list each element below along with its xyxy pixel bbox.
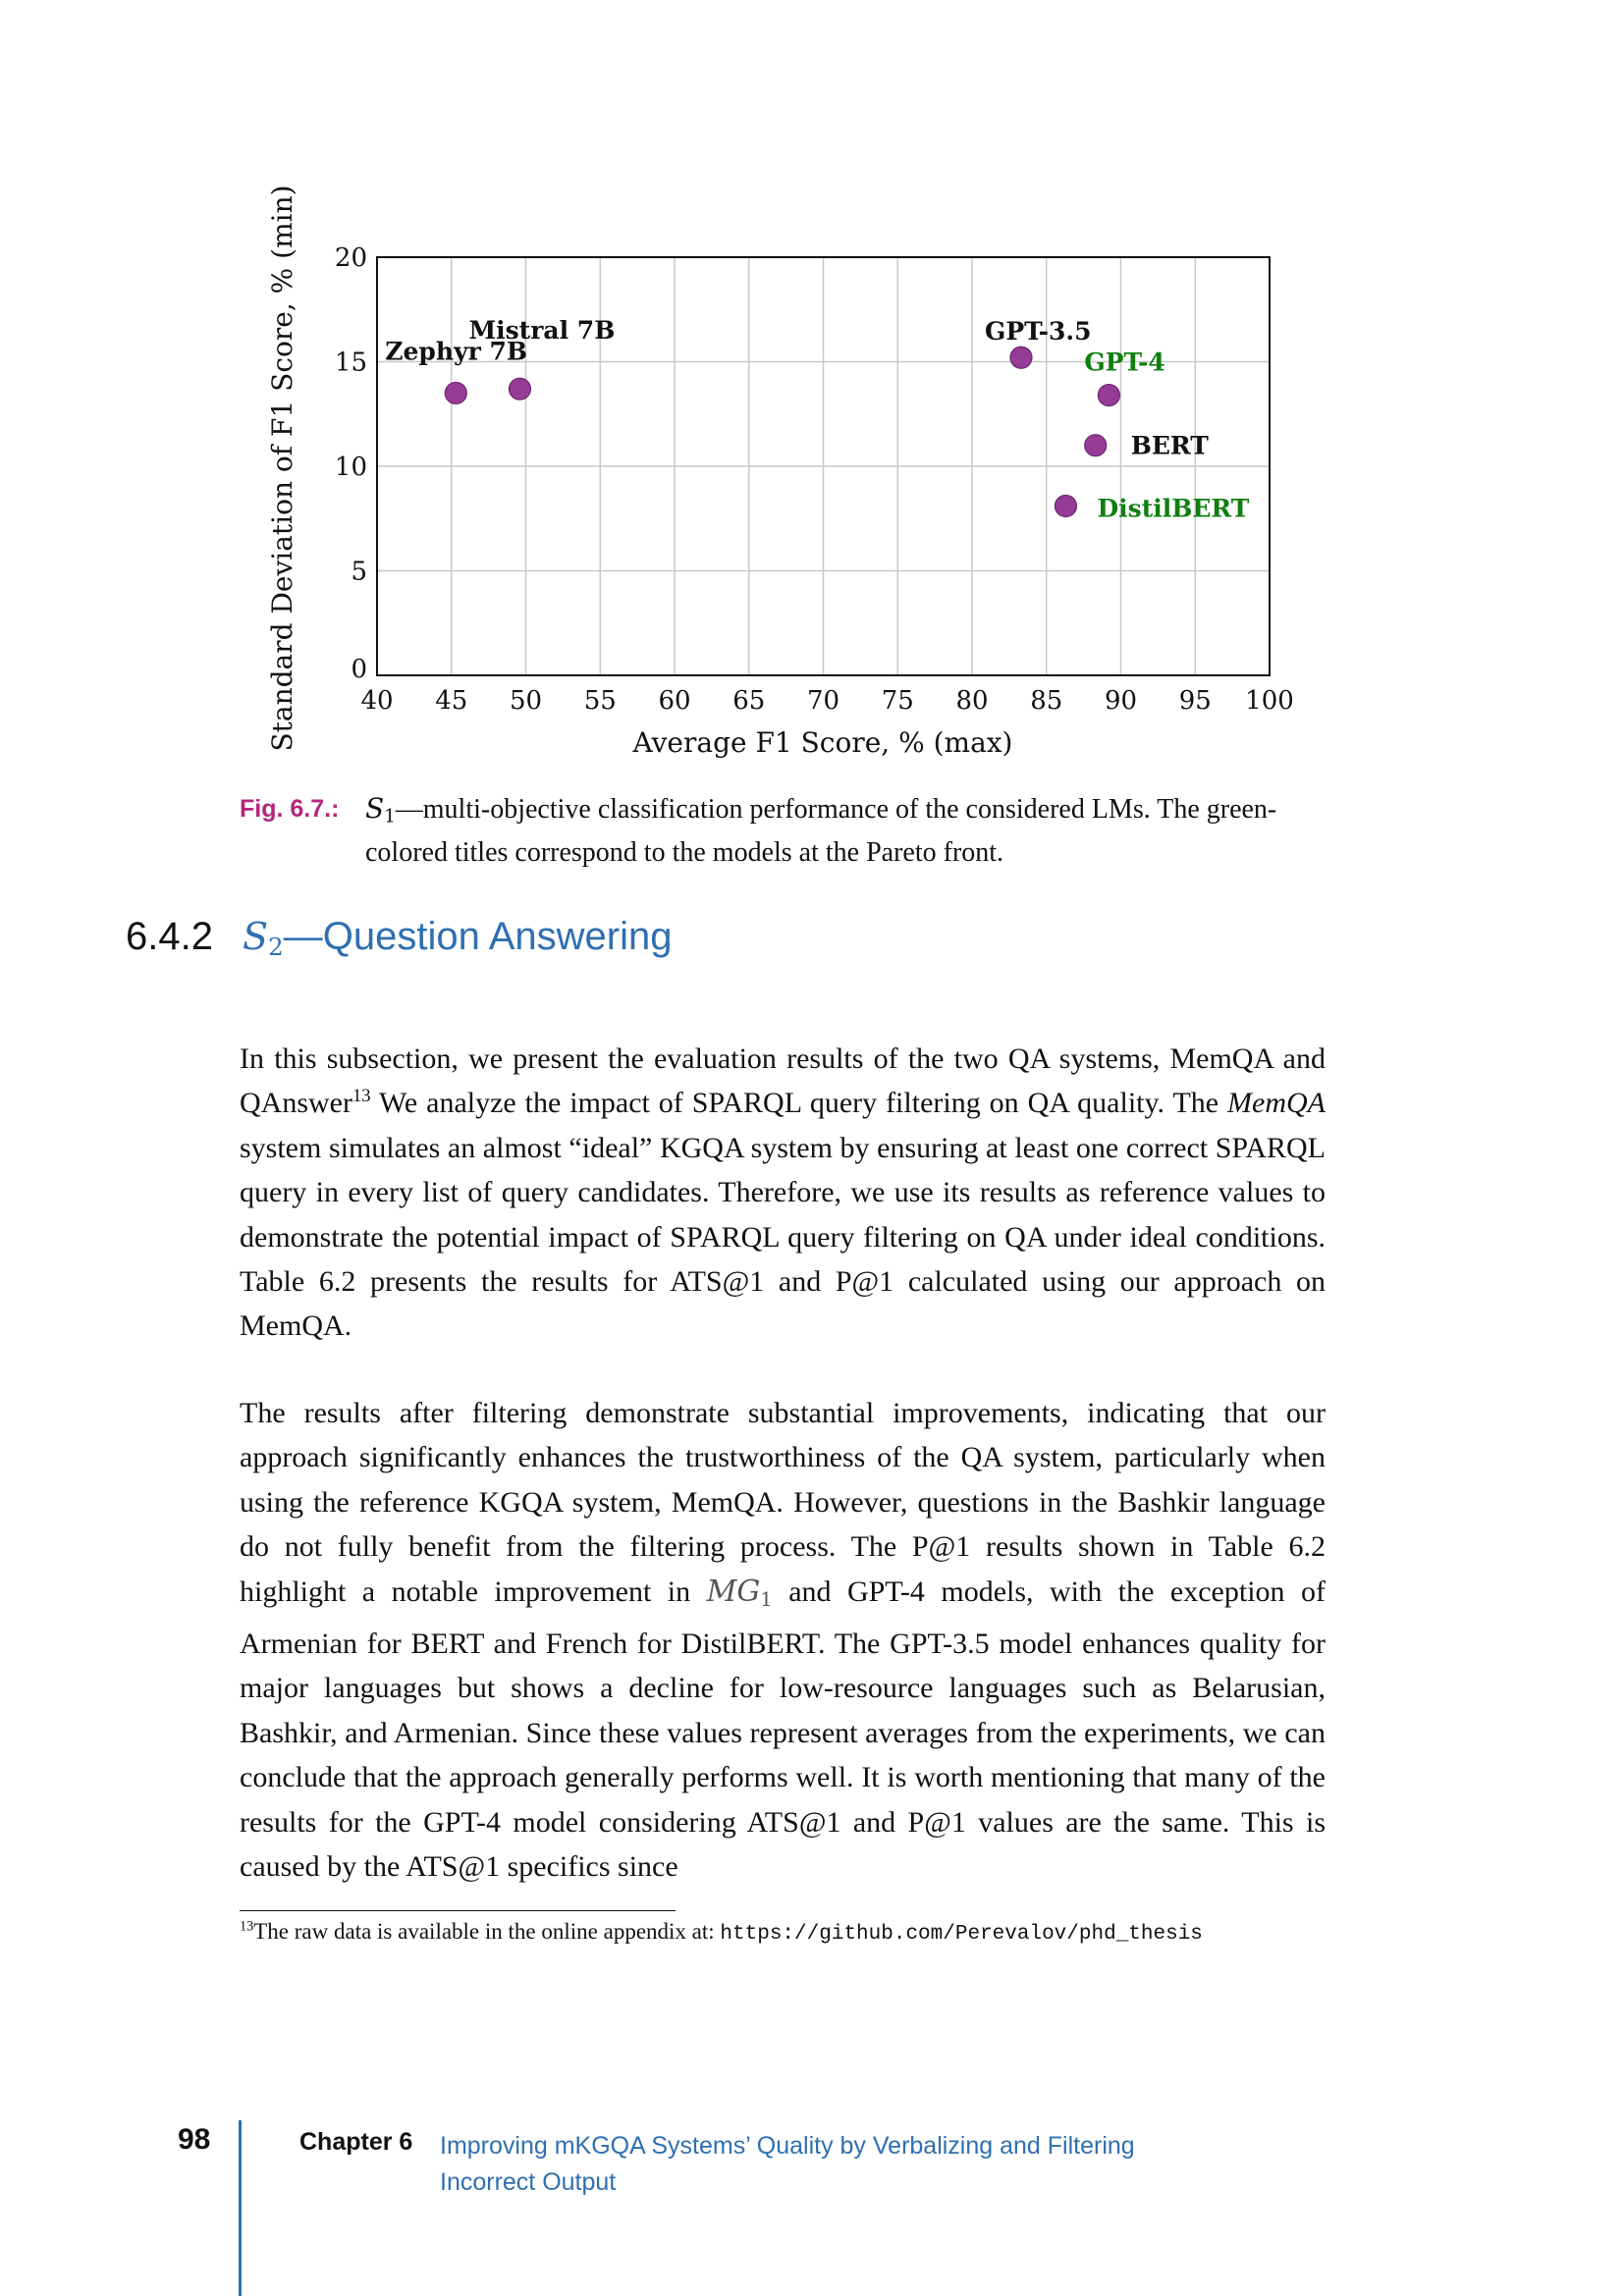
y-tick-label: 20 <box>334 243 367 273</box>
data-point-label: BERT <box>1130 431 1209 460</box>
math-mg1: $MG_1$ <box>706 1574 773 1611</box>
x-tick-label: 55 <box>583 686 617 716</box>
paragraph-1: In this subsection, we present the evaluation results of the two QA systems, MemQA and QAnswer$^{13}$ We analyze the impact of SPARQL query filtering on QA quality. The MemQA system simulates an almost “ideal” KGQA system by ensuring at least one correct SPARQL query in every list of query candidates. Therefore, we use its results as reference values to demonstrate the potential impact of SPARQL query filtering on QA under ideal conditions. Table 6.2 presents the results for ATS@1 and P@1 calculated using our approach on MemQA. <box>240 1042 1326 1343</box>
x-tick-label: 100 <box>1245 686 1294 716</box>
y-axis-title: Standard Deviation of F1 Score, % (min) <box>266 185 298 752</box>
x-axis-ticks <box>360 686 1293 716</box>
x-tick-label: 80 <box>955 686 989 716</box>
data-point-label: DistilBERT <box>1097 494 1250 523</box>
data-point-label: Mistral 7B <box>468 316 616 346</box>
x-tick-label: 40 <box>360 686 394 716</box>
data-point-marker <box>509 378 530 400</box>
data-point-marker <box>1085 435 1107 456</box>
x-tick-label: 75 <box>881 686 914 716</box>
footer-chapter-title: Improving mKGQA Systems’ Quality by Verbalizing and Filtering Incorrect Output <box>440 2132 1135 2196</box>
section-title: —Question Answering <box>283 915 673 958</box>
data-point-label: GPT-3.5 <box>984 317 1092 347</box>
y-tick-label: 5 <box>351 557 367 587</box>
footer-divider <box>239 2120 242 2296</box>
x-tick-label: 60 <box>658 686 691 716</box>
x-tick-label: 65 <box>732 686 766 716</box>
footnote-divider <box>240 1910 676 1911</box>
y-tick-label: 0 <box>351 655 367 684</box>
footer-chapter-label: Chapter 6 <box>299 2128 413 2156</box>
x-tick-label: 45 <box>435 686 468 716</box>
x-tick-label: 90 <box>1104 686 1138 716</box>
data-point-marker <box>1010 347 1032 368</box>
y-tick-label: 15 <box>334 347 367 378</box>
caption-text: $S_1—multi$-objective classification performance of the considered LMs. The green-colored titles correspond to the models at the Pareto front. <box>365 792 1277 868</box>
paragraph-2: The results after filtering demonstrate substantial improvements, indicating that our approach significantly enhances the trustworthiness of the QA system, particularly when using the reference KGQA system, MemQA. However, questions in the Bashkir language do not fully benefit from the filtering process. The P@1 results shown in Table 6.2 highlight a notable improvement in $MG_1$ and GPT-4 models, with the exception of Armenian for BERT and French for DistilBERT. The GPT-3.5 model enhances quality for major languages but shows a decline for low-resource languages such as Belarusian, Bashkir, and Armenian. Since these values represent averages from the experiments, we can conclude that the approach generally performs well. It is worth mentioning that many of the results for the GPT-4 model considering ATS@1 and P@1 values are the same. This is caused by the ATS@1 specifics since <box>240 1397 1326 1883</box>
footnote-url-link[interactable]: https://github.com/Perevalov/phd_thesis <box>720 1923 1203 1946</box>
y-tick-label: 10 <box>334 453 367 482</box>
data-point-marker <box>1098 385 1119 406</box>
data-point-marker <box>445 382 466 403</box>
figure-label: Fig. 6.7.: <box>240 795 340 823</box>
caption-symbol: $S_1$ <box>365 792 396 828</box>
x-tick-label: 70 <box>806 686 840 716</box>
footnote: $^{13}$The raw data is available in the online appendix at: https://github.com/Perevalov/phd_thesis <box>240 1918 1203 1946</box>
x-tick-label: 95 <box>1178 686 1212 716</box>
x-tick-label: 50 <box>509 686 543 716</box>
data-point-label: GPT-4 <box>1084 347 1165 377</box>
section-symbol: $S_2$ <box>242 915 284 962</box>
section-number: 6.4.2 <box>126 915 213 958</box>
section-heading <box>126 915 673 961</box>
x-tick-label: 85 <box>1030 686 1063 716</box>
footnote-ref[interactable]: 13 <box>352 1086 371 1107</box>
data-point-label: Zephyr 7B <box>385 337 528 366</box>
y-axis-ticks <box>335 243 367 684</box>
x-axis-title: Average F1 Score, % (max) <box>632 726 1013 759</box>
scatter-chart <box>0 0 1624 785</box>
data-point-marker <box>1055 495 1076 516</box>
page-number: 98 <box>178 2123 211 2156</box>
data-points <box>385 316 1249 522</box>
